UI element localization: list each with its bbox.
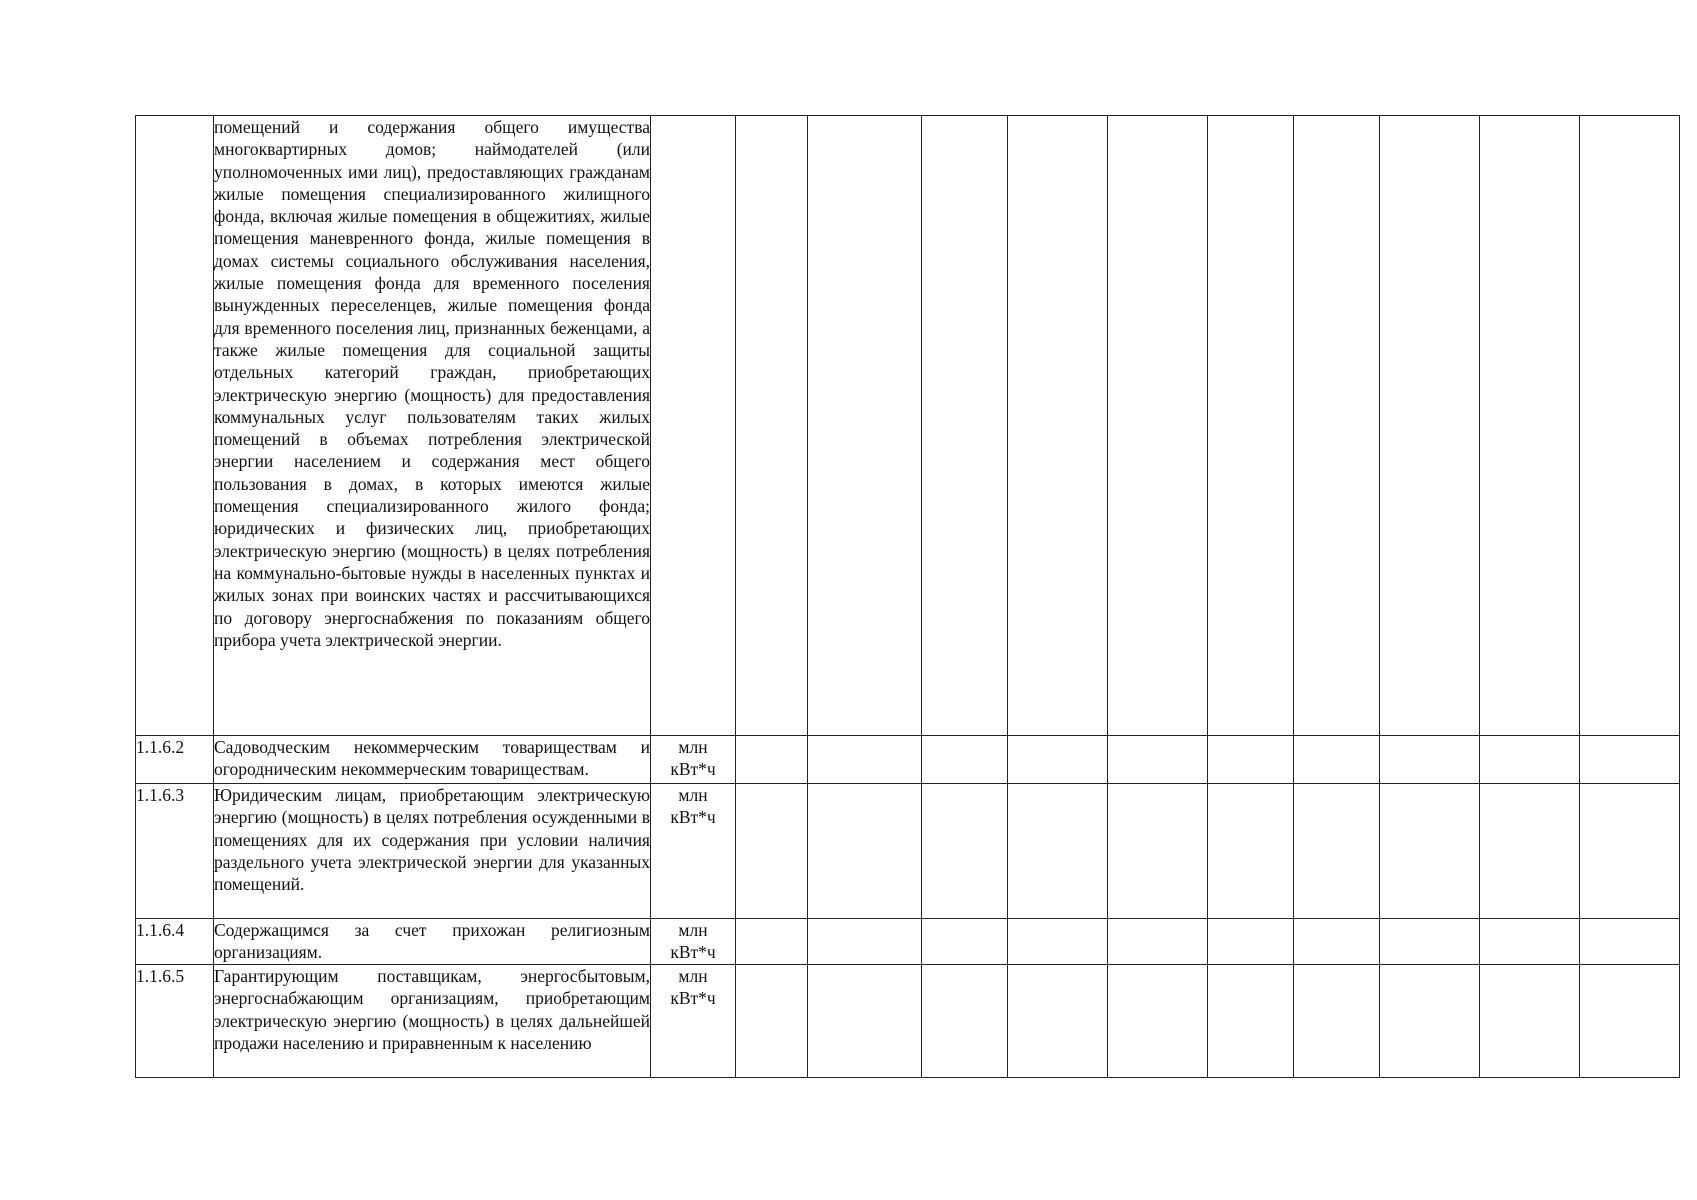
row-description: Содержащимся за счет прихожан религиозным организациям. — [214, 919, 651, 965]
empty-cell — [922, 784, 1008, 919]
row-description: Садоводческим некоммерческим товариществам и огородническим некоммерческим товариществам. — [214, 736, 651, 784]
empty-cell — [1580, 784, 1680, 919]
empty-cell — [1380, 736, 1480, 784]
empty-cell — [1208, 784, 1294, 919]
empty-cell — [808, 116, 922, 736]
empty-cell — [1008, 116, 1108, 736]
unit-line: кВт*ч — [670, 988, 716, 1009]
empty-cell — [1480, 784, 1580, 919]
row-number: 1.1.6.3 — [136, 784, 214, 919]
empty-cell — [1580, 965, 1680, 1078]
unit-line: кВт*ч — [670, 942, 716, 963]
empty-cell — [808, 919, 922, 965]
empty-cell — [1208, 116, 1294, 736]
empty-cell — [1008, 784, 1108, 919]
empty-cell — [736, 919, 808, 965]
empty-cell — [1294, 919, 1380, 965]
empty-cell — [1480, 919, 1580, 965]
empty-cell — [1380, 965, 1480, 1078]
empty-cell — [1580, 736, 1680, 784]
unit-cell — [651, 965, 736, 1078]
empty-cell — [1380, 784, 1480, 919]
row-number: 1.1.6.5 — [136, 965, 214, 1078]
empty-cell — [1208, 965, 1294, 1078]
empty-cell — [1294, 784, 1380, 919]
empty-cell — [1294, 965, 1380, 1078]
empty-cell — [736, 116, 808, 736]
row-number: 1.1.6.4 — [136, 919, 214, 965]
table-row — [136, 965, 1680, 1078]
empty-cell — [1480, 116, 1580, 736]
empty-cell — [1480, 965, 1580, 1078]
empty-cell — [808, 784, 922, 919]
empty-cell — [1008, 736, 1108, 784]
empty-cell — [1208, 736, 1294, 784]
empty-cell — [1108, 919, 1208, 965]
empty-cell — [922, 116, 1008, 736]
empty-cell — [1208, 919, 1294, 965]
unit-line: млн — [678, 785, 708, 805]
row-number: 1.1.6.2 — [136, 736, 214, 784]
row-description: Гарантирующим поставщикам, энергосбытовым, энергоснабжающим организациям, приобретающим электрическую энергию (мощность) в целях дальнейшей продажи населению и приравненным к населению — [214, 965, 651, 1078]
table-row — [136, 736, 1680, 784]
empty-cell — [1480, 736, 1580, 784]
empty-cell — [922, 919, 1008, 965]
empty-cell — [1108, 965, 1208, 1078]
empty-cell — [1580, 919, 1680, 965]
row-description: Юридическим лицам, приобретающим электрическую энергию (мощность) в целях потребления осужденными в помещениях для их содержания при условии наличия раздельного учета электрической энергии для указанных помещений. — [214, 784, 651, 919]
unit-line: млн — [678, 737, 708, 757]
empty-cell — [1008, 919, 1108, 965]
empty-cell — [736, 965, 808, 1078]
row-description: помещений и содержания общего имущества многоквартирных домов; наймодателей (или уполномоченных ими лиц), предоставляющих гражданам жилые помещения специализированного жилищного фонда, включая жилые помещения в общежитиях, жилые помещения маневренного фонда, жилые помещения в домах системы социального обслуживания населения, жилые помещения фонда для временного поселения вынужденных переселенцев, жилые помещения фонда для временного поселения лиц, признанных беженцами, а также жилые помещения для социальной защиты отдельных категорий граждан, приобретающих электрическую энергию (мощность) для предоставления коммунальных услуг пользователям таких жилых помещений в объемах потребления электрической энергии населением и содержания мест общего пользования в домах, в которых имеются жилые помещения специализированного жилого фонда; юридических и физических лиц, приобретающих электрическую энергию (мощность) в целях потребления на коммунально-бытовые нужды в населенных пунктах и жилых зонах при воинских частях и рассчитывающихся по договору энергоснабжения по показаниям общего прибора учета электрической энергии. — [214, 116, 651, 736]
empty-cell — [1008, 965, 1108, 1078]
unit-cell — [651, 784, 736, 919]
unit-line: кВт*ч — [670, 759, 716, 780]
row-number — [136, 116, 214, 736]
unit-cell — [651, 116, 736, 736]
empty-cell — [1380, 919, 1480, 965]
unit-line: кВт*ч — [670, 807, 716, 828]
unit-line: млн — [678, 966, 708, 986]
empty-cell — [808, 736, 922, 784]
empty-cell — [736, 784, 808, 919]
empty-cell — [922, 965, 1008, 1078]
empty-cell — [736, 736, 808, 784]
empty-cell — [1580, 116, 1680, 736]
empty-cell — [1294, 116, 1380, 736]
unit-cell — [651, 919, 736, 965]
empty-cell — [1108, 736, 1208, 784]
empty-cell — [1108, 116, 1208, 736]
table-row — [136, 919, 1680, 965]
table-row — [136, 116, 1680, 736]
empty-cell — [922, 736, 1008, 784]
unit-line: млн — [678, 920, 708, 940]
empty-cell — [808, 965, 922, 1078]
empty-cell — [1380, 116, 1480, 736]
empty-cell — [1294, 736, 1380, 784]
tariff-table — [135, 115, 1680, 1078]
unit-cell — [651, 736, 736, 784]
table-row — [136, 784, 1680, 919]
empty-cell — [1108, 784, 1208, 919]
